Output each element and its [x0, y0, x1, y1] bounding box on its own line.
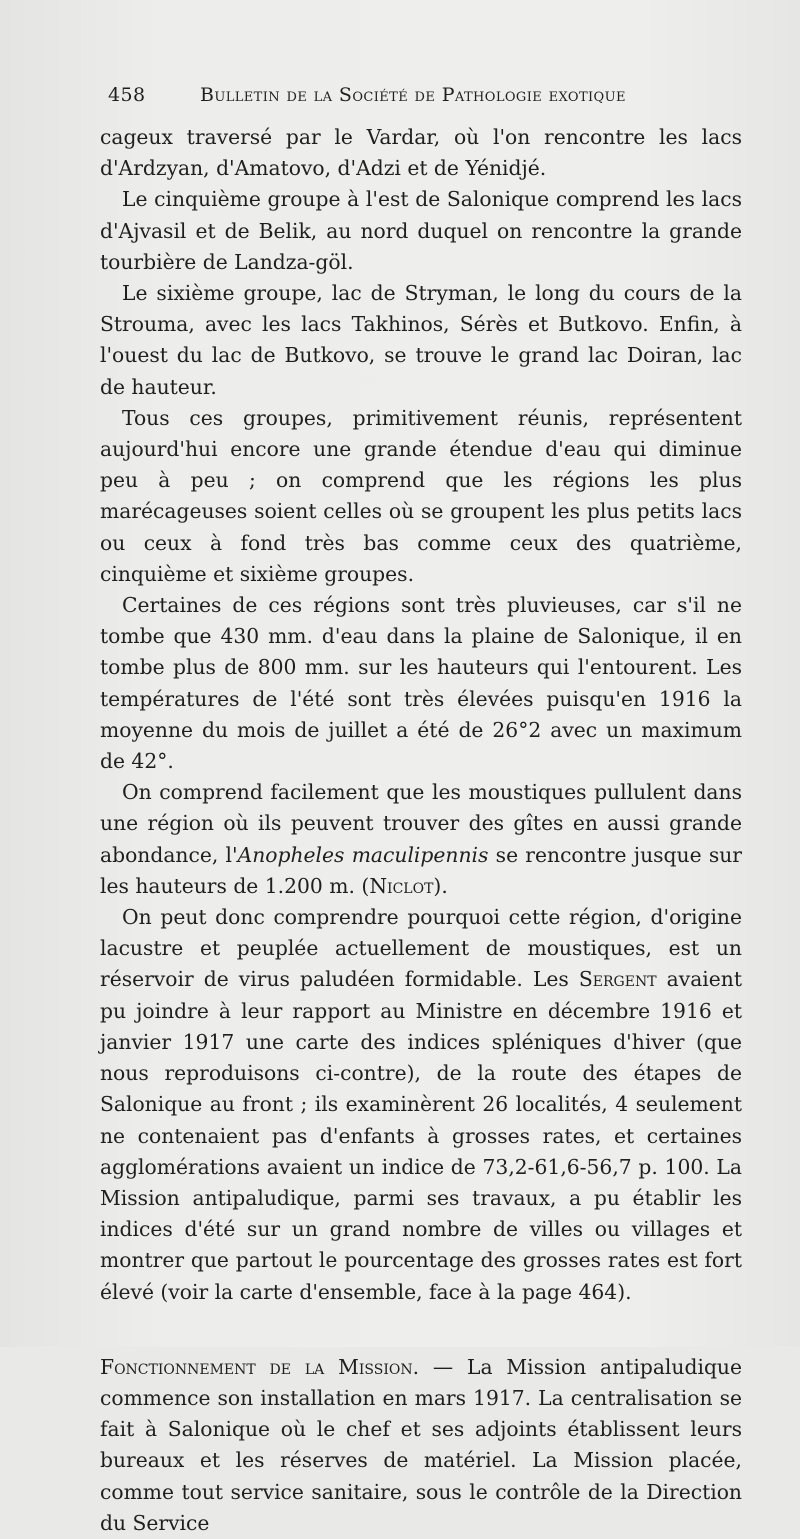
paragraph-3: Le sixième groupe, lac de Stryman, le long du cours de la Strouma, avec les lacs Takhinos, Sérès et Butkovo. Enfin, à l'ouest du lac de Butkovo, se trouve le grand lac Doiran, lac de hauteur. — [100, 281, 742, 399]
page-number: 458 — [108, 84, 146, 106]
paragraph-7 — [100, 902, 742, 1308]
paragraph-7-part-b: avaient pu joindre à leur rapport au Ministre en décembre 1916 et janvier 1917 une carte des indices spléniques d'hiver (que nous reproduisons ci-contre), de la route des étapes de Salonique au front ; ils examinèrent 26 localités, 4 seulement ne contenaient pas d'enfants à grosses rates, et certaines agglomérations avaient un indice de 73,2-61,6-56,7 p. 100. La Mission antipaludique, parmi ses travaux, a pu établir les indices d'été sur un grand nombre de villes ou villages et montrer que partout le pourcentage des grosses rates est fort élevé (voir la carte d'ensemble, face à la page 464). — [100, 967, 742, 1304]
species-name: Anopheles maculipennis — [237, 842, 489, 867]
paragraph-7-part-a: On peut donc comprendre pourquoi cette région, d'origine lacustre et peuplée actuellement de moustiques, est un réservoir de virus paludéen formidable. Les — [100, 905, 742, 992]
paragraph-6-part-b: se rencontre jusque sur les hauteurs de 1.200 m. ( — [100, 842, 742, 898]
paragraph-1: cageux traversé par le Vardar, où l'on rencontre les lacs d'Ardzyan, d'Amatovo, d'Adzi et de Yénidjé. — [100, 125, 742, 181]
paragraph-4: Tous ces groupes, primitivement réunis, représentent aujourd'hui encore une grande étendue d'eau qui diminue peu à peu ; on comprend que les régions les plus marécageuses soient celles où se groupent les plus petits lacs ou ceux à fond très bas comme ceux des quatrième, cinquième et sixième groupes. — [100, 405, 742, 586]
section-text: La Mission antipaludique commence son installation en mars 1917. La centralisation se fait à Salonique où le chef et ses adjoints établissent leurs bureaux et les réserves de matériel. La Mission placée, comme tout service sanitaire, sous le contrôle de la Direction du Service — [100, 1354, 742, 1535]
author-name: Sergent — [578, 967, 657, 992]
paragraph-5: Certaines de ces régions sont très pluvieuses, car s'il ne tombe que 430 mm. d'eau dans la plaine de Salonique, il en tombe plus de 800 mm. sur les hauteurs qui l'entourent. Les températures de l'été sont très élevées puisqu'en 1916 la moyenne du mois de juillet a été de 26°2 avec un maximum de 42°. — [100, 593, 742, 774]
running-header — [108, 84, 668, 114]
paragraph-6-part-a: On comprend facilement que les moustiques pullulent dans une région où ils peuvent trouver des gîtes en aussi grande abondance, l' — [100, 780, 742, 867]
section-dash: — — [419, 1354, 467, 1379]
body-text — [100, 122, 742, 1539]
section-heading: Fonctionnement de la Mission. — [100, 1354, 420, 1379]
paragraph-6-part-c: ). — [433, 873, 448, 898]
author-name: Niclot — [369, 873, 434, 898]
paragraph-2: Le cinquième groupe à l'est de Salonique comprend les lacs d'Ajvasil et de Belik, au nord duquel on rencontre la grande tourbière de Landza-göl. — [100, 187, 742, 274]
section-gap — [100, 1308, 742, 1352]
paragraph-6 — [100, 777, 742, 902]
running-title: Bulletin de la Société de Pathologie exotique — [200, 84, 626, 106]
section-paragraph — [100, 1352, 742, 1539]
